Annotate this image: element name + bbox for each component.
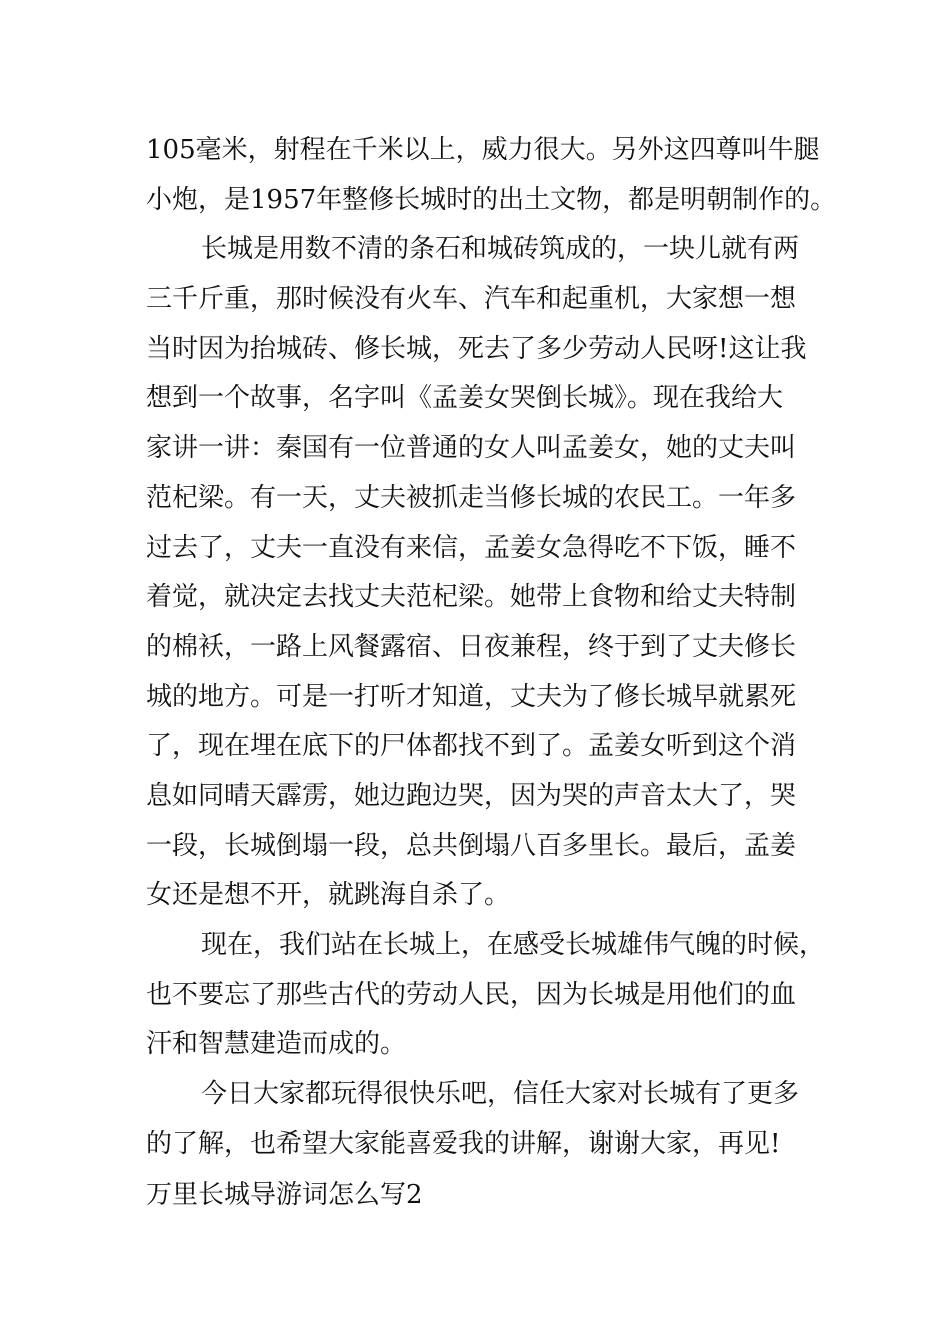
text-line: 想到一个故事，名字叫《孟姜女哭倒长城》。现在我给大 [146, 383, 784, 414]
paragraph-start-line: 现在，我们站在长城上，在感受长城雄伟气魄的时候， [201, 930, 826, 960]
body-text [146, 126, 837, 1169]
text-line: 女还是想不开，就跳海自杀了。 [146, 880, 511, 911]
text-line: 过去了，丈夫一直没有来信，孟姜女急得吃不下饭，睡不 [146, 532, 797, 563]
text-line: 息如同晴天霹雳，她边跑边哭，因为哭的声音太大了，哭 [146, 780, 797, 811]
text-line: 也不要忘了那些古代的劳动人民，因为长城是用他们的血 [146, 979, 797, 1010]
paragraph-start-line: 今日大家都玩得很快乐吧，信任大家对长城有了更多 [201, 1079, 800, 1110]
text-line: 105毫米，射程在千米以上，威力很大。另外这四尊叫牛腿 [146, 135, 820, 165]
text-line: 范杞梁。有一天，丈夫被抓走当修长城的农民工。一年多 [146, 482, 797, 513]
section-heading: 万里长城导游词怎么写2 [146, 1180, 423, 1210]
text-line: 的棉袄，一路上风餐露宿、日夜兼程，终于到了丈夫修长 [146, 631, 797, 662]
text-line: 了，现在埋在底下的尸体都找不到了。孟姜女听到这个消 [146, 731, 797, 762]
text-line: 的了解，也希望大家能喜爱我的讲解，谢谢大家，再见! [146, 1128, 781, 1159]
text-line: 三千斤重，那时候没有火车、汽车和起重机，大家想一想 [146, 284, 797, 315]
paragraph-start-line: 长城是用数不清的条石和城砖筑成的，一块儿就有两 [201, 234, 800, 265]
text-line: 一段，长城倒塌一段，总共倒塌八百多里长。最后，孟姜 [146, 830, 797, 861]
text-line: 汗和智慧建造而成的。 [146, 1029, 407, 1060]
text-line: 小炮，是1957年整修长城时的出土文物，都是明朝制作的。 [146, 184, 837, 215]
text-line: 家讲一讲：秦国有一位普通的女人叫孟姜女，她的丈夫叫 [146, 433, 797, 464]
text-line: 当时因为抬城砖、修长城，死去了多少劳动人民呀!这让我 [146, 333, 807, 364]
text-line: 着觉，就决定去找丈夫范杞梁。她带上食物和给丈夫特制 [146, 582, 797, 613]
text-line: 城的地方。可是一打听才知道，丈夫为了修长城早就累死 [146, 681, 797, 712]
